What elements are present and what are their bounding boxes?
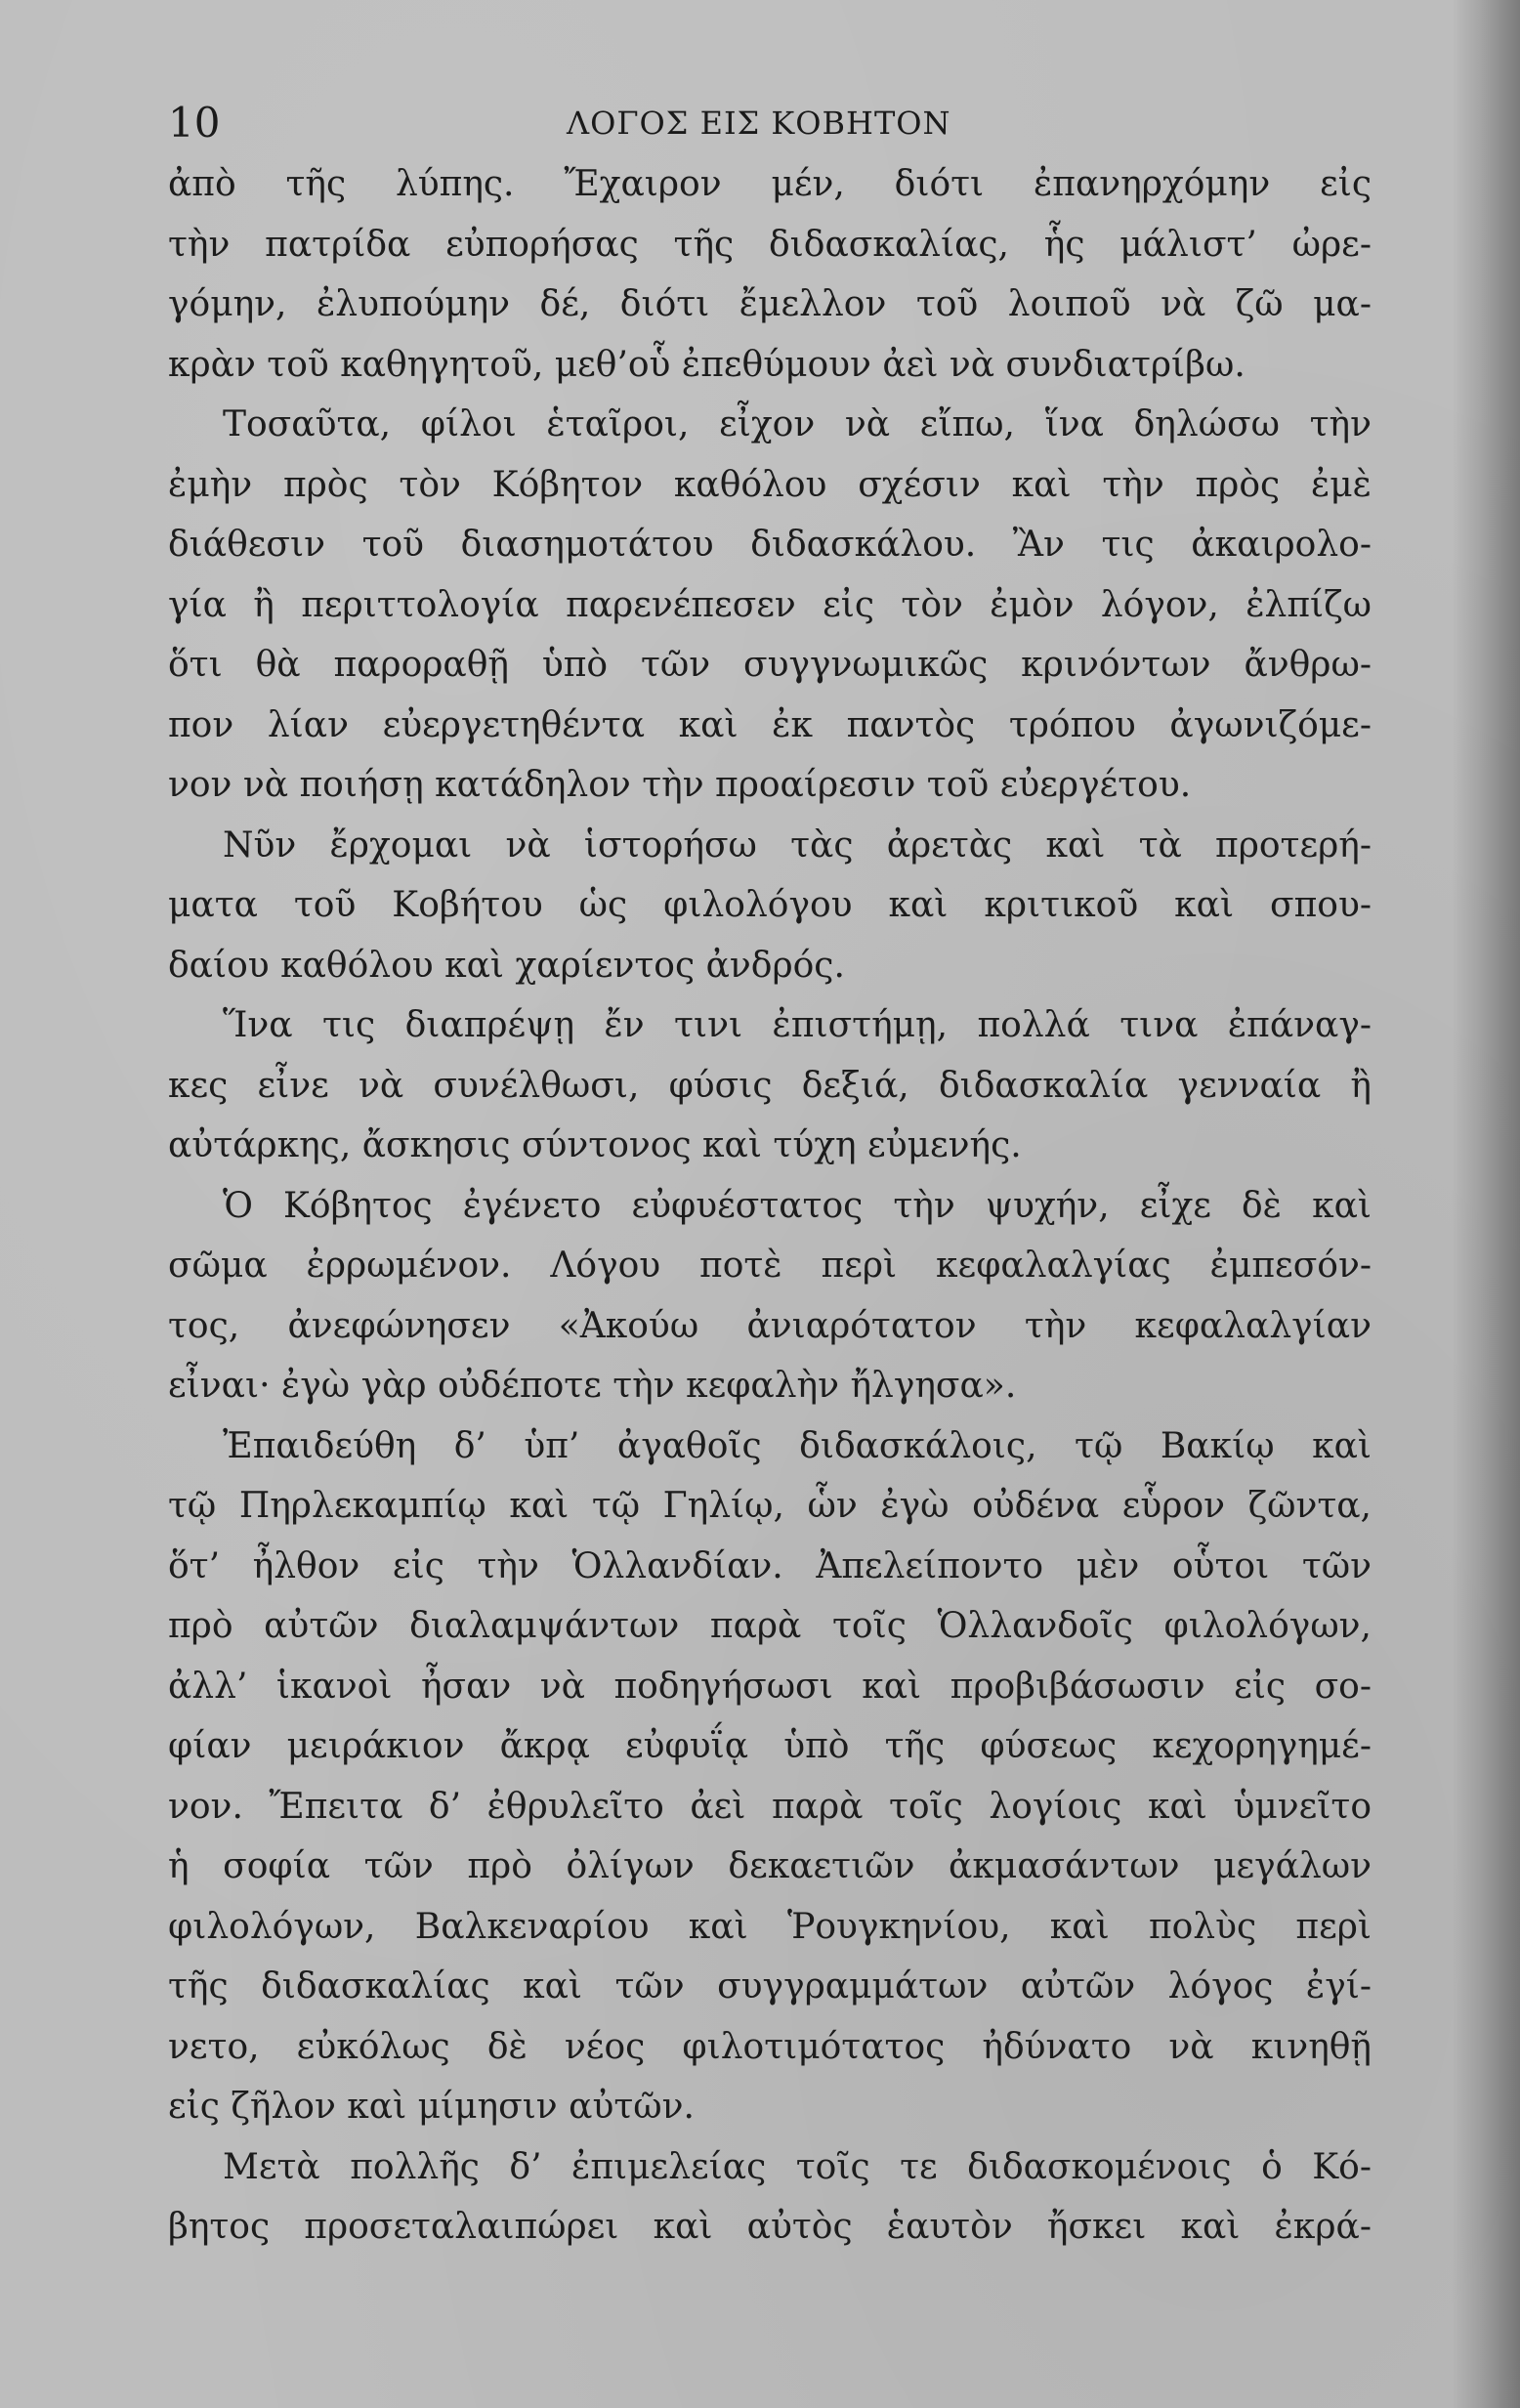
text-line: Τοσαῦτα, φίλοι ἑταῖροι, εἶχον νὰ εἴπω, ἵνα δηλώσω τὴν xyxy=(223,404,1372,444)
running-head: ΛΟΓΟΣ ΕΙΣ ΚΟΒΗΤΟΝ xyxy=(567,105,951,142)
text-line: κρὰν τοῦ καθηγητοῦ, μεθ’οὗ ἐπεθύμουν ἀεὶ νὰ συνδιατρίβω. xyxy=(168,344,1246,385)
text-line: φιλολόγων, Βαλκεναρίου καὶ Ῥουγκηνίου, καὶ πολὺς περὶ xyxy=(168,1906,1372,1947)
page-number: 10 xyxy=(168,99,221,147)
text-line: δαίου καθόλου καὶ χαρίεντος ἀνδρός. xyxy=(168,945,845,986)
text-line: ἐμὴν πρὸς τὸν Κόβητον καθόλου σχέσιν καὶ τὴν πρὸς ἐμὲ xyxy=(168,464,1372,505)
text-line: φίαν μειράκιον ἄκρᾳ εὐφυΐᾳ ὑπὸ τῆς φύσεως κεχορηγημέ- xyxy=(168,1726,1372,1766)
text-line: ἀπὸ τῆς λύπης. Ἔχαιρον μέν, διότι ἐπανηρχόμην εἰς xyxy=(168,164,1372,204)
text-line: τῷ Πηρλεκαμπίῳ καὶ τῷ Γηλίῳ, ὧν ἐγὼ οὐδένα εὗρον ζῶντα, xyxy=(168,1486,1372,1526)
text-line: κες εἶνε νὰ συνέλθωσι, φύσις δεξιά, διδασκαλία γενναία ἢ xyxy=(168,1065,1372,1106)
text-line: νον. Ἔπειτα δ’ ἐθρυλεῖτο ἀεὶ παρὰ τοῖς λογίοις καὶ ὑμνεῖτο xyxy=(168,1786,1372,1827)
text-line: ματα τοῦ Κοβήτου ὡς φιλολόγου καὶ κριτικοῦ καὶ σπου- xyxy=(168,885,1372,925)
text-line: Νῦν ἔρχομαι νὰ ἱστορήσω τὰς ἀρετὰς καὶ τὰ προτερή- xyxy=(223,824,1372,866)
text-line: νον νὰ ποιήσῃ κατάδηλον τὴν προαίρεσιν τοῦ εὐεργέτου. xyxy=(168,765,1192,805)
text-line: πρὸ αὐτῶν διαλαμψάντων παρὰ τοῖς Ὁλλανδοῖς φιλολόγων, xyxy=(168,1606,1372,1646)
text-line: γία ἢ περιττολογία παρενέπεσεν εἰς τὸν ἐμὸν λόγον, ἐλπίζω xyxy=(168,584,1372,625)
text-line: διάθεσιν τοῦ διασημοτάτου διδασκάλου. Ἂν τις ἀκαιρολο- xyxy=(168,525,1372,565)
text-line: βητος προσεταλαιπώρει καὶ αὐτὸς ἑαυτὸν ἤσκει καὶ ἐκρά- xyxy=(168,2207,1372,2247)
text-line: τος, ἀνεφώνησεν «Ἀκούω ἀνιαρότατον τὴν κεφαλαλγίαν xyxy=(168,1305,1372,1346)
text-line: ἀλλ’ ἱκανοὶ ἦσαν νὰ ποδηγήσωσι καὶ προβιβάσωσιν εἰς σο- xyxy=(168,1666,1372,1707)
text-line: Ἵνα τις διαπρέψῃ ἔν τινι ἐπιστήμῃ, πολλά τινα ἐπάναγ- xyxy=(223,1005,1372,1045)
text-line: τῆς διδασκαλίας καὶ τῶν συγγραμμάτων αὐτῶν λόγος ἐγί- xyxy=(168,1966,1372,2007)
text-line: ὅτ’ ἦλθον εἰς τὴν Ὁλλανδίαν. Ἀπελείποντο μὲν οὗτοι τῶν xyxy=(168,1545,1372,1586)
text-line: πον λίαν εὐεργετηθέντα καὶ ἐκ παντὸς τρόπου ἀγωνιζόμε- xyxy=(168,704,1372,745)
text-line: τὴν πατρίδα εὐπορήσας τῆς διδασκαλίας, ἧς μάλιστ’ ὠρε- xyxy=(168,224,1372,265)
text-line: αὐτάρκης, ἄσκησις σύντονος καὶ τύχη εὐμενής. xyxy=(168,1125,1022,1165)
text-line: εἶναι· ἐγὼ γὰρ οὐδέποτε τὴν κεφαλὴν ἤλγησα». xyxy=(168,1366,1017,1406)
text-line: γόμην, ἐλυπούμην δέ, διότι ἔμελλον τοῦ λοιποῦ νὰ ζῶ μα- xyxy=(168,284,1372,324)
text-line: νετο, εὐκόλως δὲ νέος φιλοτιμότατος ἠδύνατο νὰ κινηθῇ xyxy=(168,2026,1372,2067)
text-line: εἰς ζῆλον καὶ μίμησιν αὐτῶν. xyxy=(168,2087,695,2127)
page-header xyxy=(168,94,1379,152)
text-line: Ὁ Κόβητος ἐγένετο εὐφυέστατος τὴν ψυχήν, εἶχε δὲ καὶ xyxy=(223,1185,1372,1226)
text-line: ἡ σοφία τῶν πρὸ ὀλίγων δεκαετιῶν ἀκμασάντων μεγάλων xyxy=(168,1846,1372,1886)
text-line: ὅτι θὰ παροραθῇ ὑπὸ τῶν συγγνωμικῶς κρινόντων ἄνθρω- xyxy=(168,645,1372,685)
page-edge-shadow xyxy=(1452,0,1520,2408)
body-text xyxy=(168,154,1372,2258)
text-line: Ἐπαιδεύθη δ’ ὑπ’ ἀγαθοῖς διδασκάλοις, τῷ Βακίῳ καὶ xyxy=(223,1425,1372,1466)
text-line: σῶμα ἐρρωμένον. Λόγου ποτὲ περὶ κεφαλαλγίας ἐμπεσόν- xyxy=(168,1246,1372,1286)
text-line: Μετὰ πολλῆς δ’ ἐπιμελείας τοῖς τε διδασκομένοις ὁ Κό- xyxy=(223,2146,1372,2187)
